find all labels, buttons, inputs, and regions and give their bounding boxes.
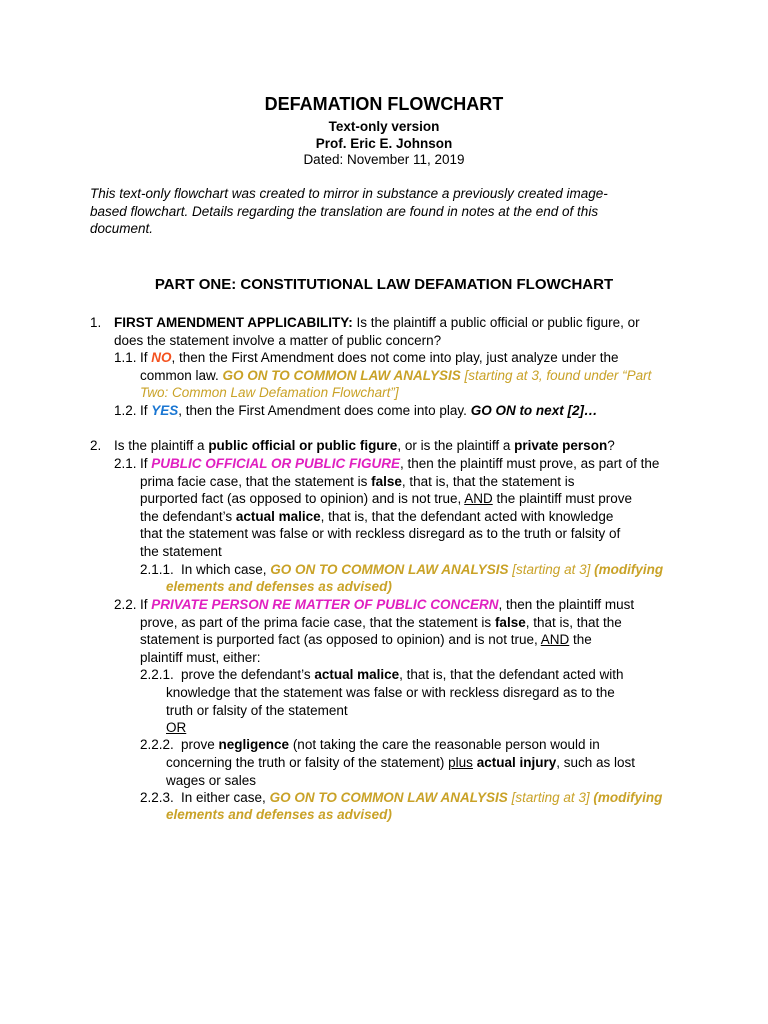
modifier-note: elements and defenses as advised) <box>166 579 392 594</box>
item-2: Is the plaintiff a public official or public figure, or is the plaintiff a private person? <box>114 438 615 453</box>
item-2-2: If PRIVATE PERSON RE MATTER OF PUBLIC CONCERN, then the plaintiff must prove, as part of the prima facie case, that the statement is false, that is, that the statement is purported fact (as opposed to opinion) and is not true, AND the plaintiff must, either: <box>140 597 635 665</box>
item-1: FIRST AMENDMENT APPLICABILITY: Is the plaintiff a public official or public figure, or does the statement involve a matter of public concern? <box>114 315 640 348</box>
item-number: 1.1. <box>114 350 137 365</box>
item-number: 2. <box>90 438 102 453</box>
intro-line: document. <box>90 221 154 237</box>
modifier-note: elements and defenses as advised) <box>166 807 392 822</box>
item-number: 2.2. <box>114 597 137 612</box>
item-2-1-1: In which case, GO ON TO COMMON LAW ANALYSIS [starting at 3] (modifying <box>181 562 664 577</box>
case-label: PRIVATE PERSON RE MATTER OF PUBLIC CONCERN <box>151 597 499 612</box>
intro-line: based flowchart. Details regarding the translation are found in notes at the end of this <box>90 203 599 219</box>
item-2-2-1-cont: knowledge that the statement was false or with reckless disregard as to the truth or falsity of the statement OR <box>166 685 615 736</box>
item-2-2-2: prove negligence (not taking the care the reasonable person would in <box>181 737 600 752</box>
intro-line: This text-only flowchart was created to mirror in substance a previously created image- <box>90 186 608 201</box>
item-2-2-2-cont: concerning the truth or falsity of the statement) plus actual injury, such as lost wages or sales <box>166 755 636 788</box>
item-1-1: If NO, then the First Amendment does not come into play, just analyze under the common law. GO ON TO COMMON LAW ANALYSIS [starting at 3, found under “Part Two: Common Law Defamation Flowchart”] <box>140 350 652 401</box>
document-subtitle: Text-only version <box>328 119 440 134</box>
item-label: FIRST AMENDMENT APPLICABILITY: <box>114 315 353 330</box>
go-on-instruction: GO ON TO COMMON LAW ANALYSIS <box>222 367 461 383</box>
yes-label: YES <box>151 403 179 418</box>
case-label: PUBLIC OFFICIAL OR PUBLIC FIGURE <box>151 456 401 471</box>
intro-paragraph <box>90 185 680 238</box>
item-number: 1.2. <box>114 403 137 418</box>
item-number: 2.2.3. <box>140 790 174 805</box>
document-title: DEFAMATION FLOWCHART <box>264 94 504 114</box>
item-2-1: If PUBLIC OFFICIAL OR PUBLIC FIGURE, then the plaintiff must prove, as part of the prima facie case, that the statement is false, that is, that the statement is purported fact (as opposed to opinion) and is not true, AND the plaintiff must prove the defendant’s actual malice, that is, that the defendant acted with knowledge that the statement was false or with reckless disregard as to the truth or falsity of the statement <box>140 456 660 559</box>
item-2-2-3: In either case, GO ON TO COMMON LAW ANALYSIS [starting at 3] (modifying <box>181 790 663 805</box>
item-number: 2.1.1. <box>140 562 174 577</box>
document-author: Prof. Eric E. Johnson <box>315 136 453 151</box>
item-number: 1. <box>90 315 102 330</box>
item-number: 2.2.2. <box>140 737 174 752</box>
go-on-instruction: GO ON TO COMMON LAW ANALYSIS <box>269 790 508 805</box>
item-number: 2.2.1. <box>140 667 174 682</box>
no-label: NO <box>151 350 172 365</box>
item-1-2: If YES, then the First Amendment does come into play. GO ON to next [2]… <box>140 403 598 418</box>
item-number: 2.1. <box>114 456 137 471</box>
document-date: Dated: November 11, 2019 <box>303 152 465 167</box>
go-on-instruction: GO ON to next [2]… <box>470 403 598 418</box>
part-one-heading: PART ONE: CONSTITUTIONAL LAW DEFAMATION FLOWCHART <box>154 276 614 293</box>
item-2-2-1: prove the defendant’s actual malice, that is, that the defendant acted with <box>181 667 624 682</box>
go-on-instruction: GO ON TO COMMON LAW ANALYSIS <box>270 562 509 577</box>
or-connector: OR <box>166 720 187 736</box>
